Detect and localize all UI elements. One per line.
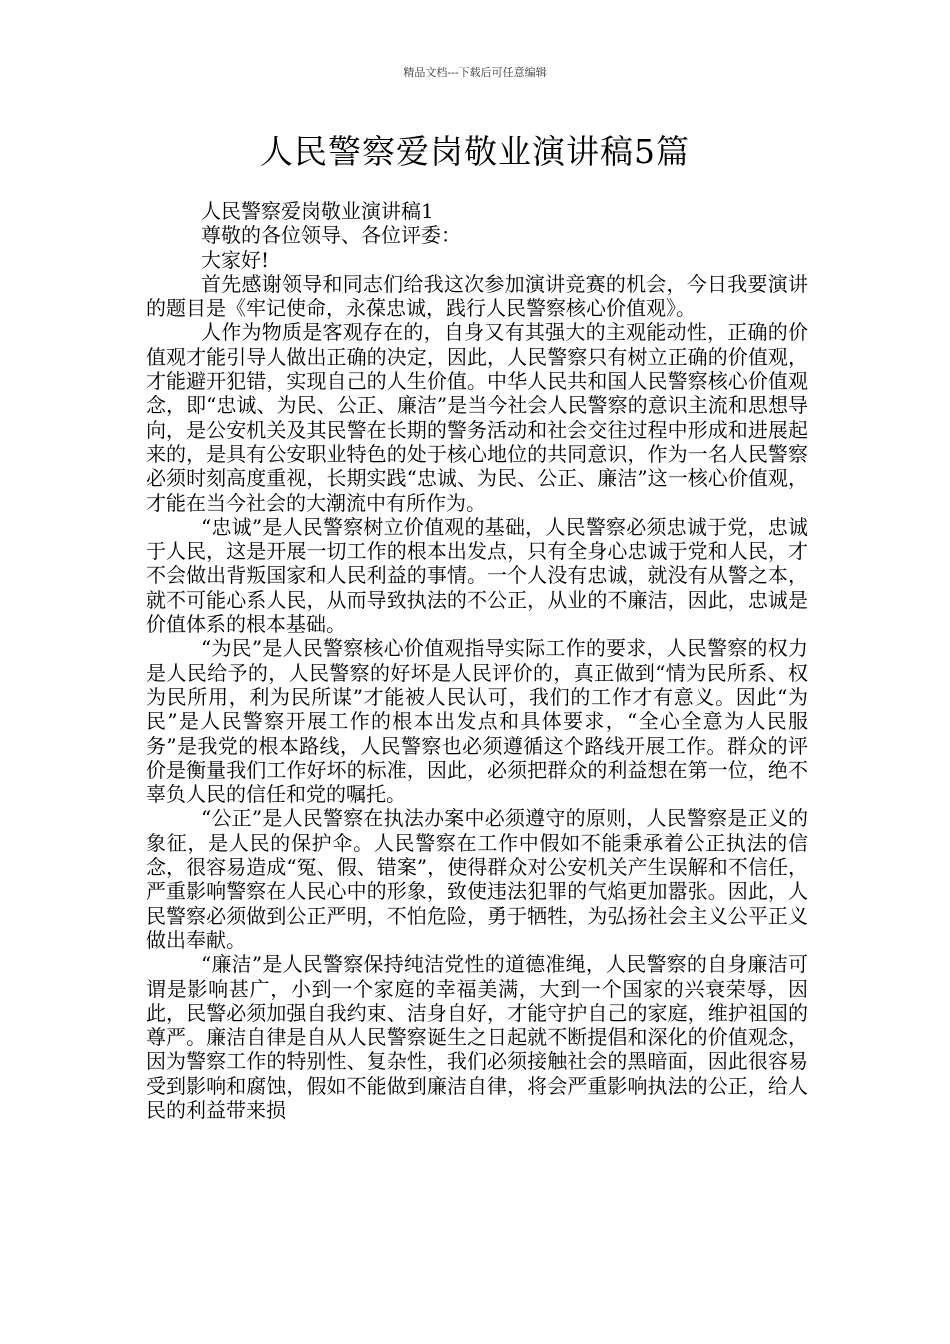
subtitle-paragraph: 人民警察爱岗敬业演讲稿1 xyxy=(201,199,434,223)
body-paragraph: “为民”是人民警察核心价值观指导实际工作的要求，人民警察的权力是人民给予的，人民警察的好坏是人民评价的，真正做到“情为民所系、权为民所用，利为民所谋”才能被人民认可，我们的工作才有意义。因此“为民”是人民警察开展工作的根本出发点和具体要求，“全心全意为人民服务”是我党的根本路线，人民警察也必须遵循这个路线开展工作。群众的评价是衡量我们工作好坏的标准，因此，必须把群众的利益想在第一位，绝不辜负人民的信任和党的嘱托。 xyxy=(146,636,808,807)
salutation-paragraph: 尊敬的各位领导、各位评委： xyxy=(201,223,461,248)
body-paragraph: “公正”是人民警察在执法办案中必须遵守的原则，人民警察是正义的象征，是人民的保护伞。人民警察在工作中假如不能秉承着公正执法的信念，很容易造成“冤、假、错案”，使得群众对公安机关产生误解和不信任，严重影响警察在人民心中的形象，致使违法犯罪的气焰更加嚣张。因此，人民警察必须做到公正严明，不怕危险，勇于牺牲，为弘扬社会主义公平正义做出奉献。 xyxy=(146,806,808,952)
greeting-paragraph: 大家好! xyxy=(201,247,270,272)
header-note: 精品文档---下载后可任意编辑 xyxy=(403,66,547,79)
body-paragraph: 人作为物质是客观存在的，自身又有其强大的主观能动性，正确的价值观才能引导人做出正确的决定，因此，人民警察只有树立正确的价值观，才能避开犯错，实现自己的人生价值。中华人民共和国人民警察核心价值观念，即“忠诚、为民、公正、廉洁”是当今社会人民警察的意识主流和思想导向，是公安机关及其民警在长期的警务活动和社会交往过程中形成和进展起来的，是具有公安职业特色的处于核心地位的共同意识，作为一名人民警察必须时刻高度重视，长期实践“忠诚、为民、公正、廉洁”这一核心价值观，才能在当今社会的大潮流中有所作为。 xyxy=(146,320,808,515)
document-body xyxy=(146,199,808,1122)
body-paragraph: “忠诚”是人民警察树立价值观的基础，人民警察必须忠诚于党，忠诚于人民，这是开展一切工作的根本出发点，只有全身心忠诚于党和人民，才不会做出背叛国家和人民利益的事情。一个人没有忠诚，就没有从警之本，就不可能心系人民，从而导致执法的不公正，从业的不廉洁，因此，忠诚是价值体系的根本基础。 xyxy=(146,514,808,637)
body-paragraph: 首先感谢领导和同志们给我这次参加演讲竞赛的机会，今日我要演讲的题目是《牢记使命，永葆忠诚，践行人民警察核心价值观》。 xyxy=(146,271,808,321)
body-paragraph: “廉洁”是人民警察保持纯洁党性的道德准绳，人民警察的自身廉洁可谓是影响甚广，小到一个家庭的幸福美满，大到一个国家的兴衰荣辱，因此，民警必须加强自我约束、洁身自好，才能守护自己的家庭，维护祖国的尊严。廉洁自律是自从人民警察诞生之日起就不断提倡和深化的价值观念，因为警察工作的特别性、复杂性，我们必须接触社会的黑暗面，因此很容易受到影响和腐蚀，假如不能做到廉洁自律，将会严重影响执法的公正，给人民的利益带来损 xyxy=(146,952,808,1122)
document-title: 人民警察爱岗敬业演讲稿5篇 xyxy=(260,132,690,171)
